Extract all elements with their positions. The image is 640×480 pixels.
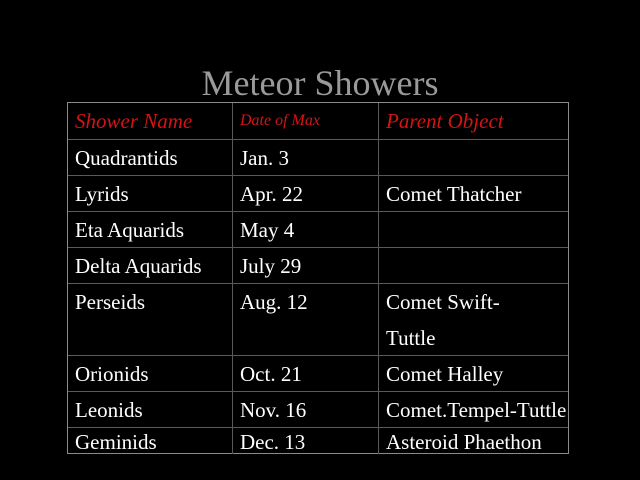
parent-object: [378, 140, 568, 176]
meteor-showers-table: [67, 102, 569, 454]
parent-object: Comet Swift-Tuttle: [378, 284, 568, 356]
table-row: [68, 139, 568, 176]
date-of-max: Oct. 21: [232, 356, 378, 392]
shower-name: Delta Aquarids: [75, 254, 202, 278]
table-header-row: [68, 103, 568, 139]
parent-object: Asteroid Phaethon: [378, 428, 568, 454]
shower-name: Lyrids: [75, 182, 129, 206]
shower-name: Eta Aquarids: [75, 218, 185, 242]
table-row: [68, 283, 568, 356]
table-row: [68, 211, 568, 248]
parent-object: Comet Halley: [378, 356, 568, 392]
header-parent-object: Parent Object: [378, 103, 568, 139]
table-row: [68, 247, 568, 284]
date-of-max: July 29: [232, 248, 378, 284]
shower-name: Quadrantids: [75, 146, 178, 170]
date-of-max: Apr. 22: [232, 176, 378, 212]
table-row: [68, 391, 568, 428]
date-of-max: May 4: [232, 212, 378, 248]
date-of-max: Nov. 16: [232, 392, 378, 428]
shower-name: Geminids: [75, 430, 157, 454]
header-shower-name: Shower Name: [75, 109, 193, 133]
parent-object: Comet.Tempel-Tuttle: [378, 392, 568, 428]
page-title: Meteor Showers: [201, 63, 439, 103]
shower-name: Orionids: [75, 362, 149, 386]
shower-name: Leonids: [75, 398, 143, 422]
table-row: [68, 355, 568, 392]
date-of-max: Dec. 13: [232, 428, 378, 454]
parent-object: [378, 248, 568, 284]
table-row: [68, 427, 568, 454]
shower-name: Perseids: [75, 290, 145, 314]
parent-object: Comet Thatcher: [378, 176, 568, 212]
date-of-max: Jan. 3: [232, 140, 378, 176]
table-row: [68, 175, 568, 212]
header-date-of-max: Date of Max: [232, 103, 378, 139]
date-of-max: Aug. 12: [232, 284, 378, 356]
parent-object: [378, 212, 568, 248]
